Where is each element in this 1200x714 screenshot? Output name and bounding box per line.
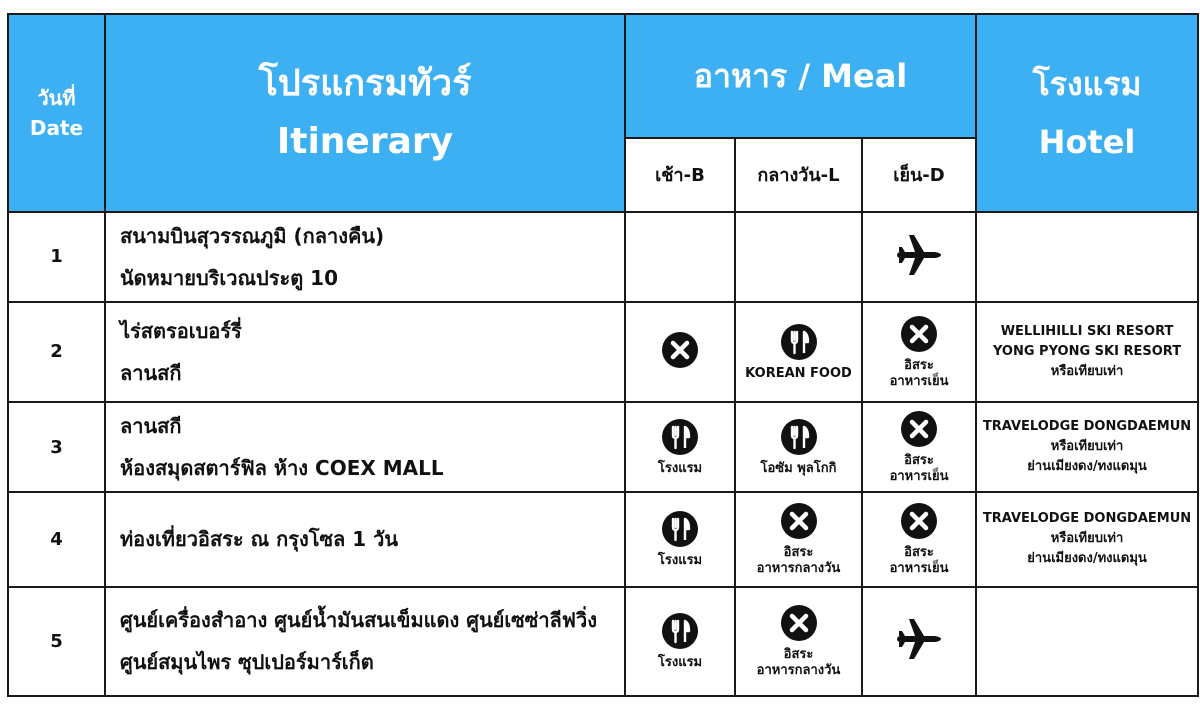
airplane-icon: [893, 229, 945, 281]
breakfast-cell: [625, 212, 735, 302]
itinerary-line: ห้องสมุดสตาร์ฟิล ห้าง COEX MALL: [120, 456, 444, 481]
itinerary-cell: [105, 402, 625, 492]
breakfast-cell: [625, 302, 735, 402]
day-number: 5: [8, 587, 105, 696]
hotel-line: หรือเทียบเท่า: [1050, 363, 1124, 379]
hotel-line: TRAVELODGE DONGDAEMUN: [982, 511, 1192, 527]
dinner-cell: [862, 302, 976, 402]
table-row: [8, 302, 1198, 402]
close-circle-icon: [779, 501, 819, 541]
hotel-line: ย่านเมียงดง/ทงแดมุน: [1027, 459, 1147, 475]
header-itinerary-th: โปรแกรมทัวร์: [258, 62, 472, 104]
breakfast-cell: [625, 402, 735, 492]
itinerary-line: สนามบินสุวรรณภูมิ (กลางคืน): [120, 223, 385, 248]
dinner-caption: อาหารเย็น: [889, 561, 949, 577]
day-number: 3: [8, 402, 105, 492]
hotel-line: หรือเทียบเท่า: [1050, 439, 1124, 455]
lunch-caption: อาหารกลางวัน: [756, 663, 841, 679]
header-dinner: เย็น-D: [862, 138, 976, 211]
table-row: [8, 492, 1198, 586]
header-itinerary-en: Itinerary: [276, 120, 454, 162]
day-number: 2: [8, 302, 105, 402]
lunch-caption: อิสระ: [783, 545, 814, 561]
hotel-cell: [976, 402, 1198, 492]
close-circle-icon: [660, 330, 700, 370]
breakfast-caption: โรงแรม: [657, 655, 703, 671]
itinerary-line: ลานสกี: [120, 360, 182, 385]
table-row: [8, 402, 1198, 492]
table-row: [8, 212, 1198, 302]
hotel-line: WELLIHILLI SKI RESORT: [1000, 323, 1174, 339]
header-breakfast: เช้า-B: [625, 138, 735, 211]
fork-knife-icon: [660, 417, 700, 457]
header-hotel-en: Hotel: [1038, 122, 1136, 161]
header-lunch: กลางวัน-L: [735, 138, 862, 211]
itinerary-line: ศูนย์เครื่องสำอาง ศูนย์น้ำมันสนเข็มแดง ศูนย์เซซ่าลีฟวิ่ง: [120, 608, 597, 633]
lunch-cell: [735, 212, 862, 302]
lunch-caption: อาหารกลางวัน: [756, 561, 841, 577]
hotel-line: ย่านเมียงดง/ทงแดมุน: [1027, 551, 1147, 567]
hotel-line: TRAVELODGE DONGDAEMUN: [982, 419, 1192, 435]
close-circle-icon: [899, 314, 939, 354]
header-hotel-th: โรงแรม: [1032, 64, 1142, 103]
hotel-cell: [976, 587, 1198, 696]
hotel-cell: [976, 302, 1198, 402]
itinerary-cell: [105, 492, 625, 586]
lunch-cell: [735, 492, 862, 586]
breakfast-caption: โรงแรม: [657, 553, 703, 569]
dinner-cell: [862, 212, 976, 302]
day-number: 4: [8, 492, 105, 586]
header-meal: อาหาร / Meal: [625, 14, 976, 138]
header-hotel: [976, 14, 1198, 212]
fork-knife-icon: [660, 509, 700, 549]
hotel-line: YONG PYONG SKI RESORT: [992, 343, 1182, 359]
fork-knife-icon: [779, 322, 819, 362]
dinner-cell: [862, 587, 976, 696]
header-date-th: วันที่: [37, 85, 76, 110]
itinerary-table: [7, 13, 1199, 697]
close-circle-icon: [899, 409, 939, 449]
lunch-cell: [735, 587, 862, 696]
hotel-cell: [976, 492, 1198, 586]
lunch-caption: อิสระ: [783, 647, 814, 663]
lunch-cell: [735, 402, 862, 492]
close-circle-icon: [779, 603, 819, 643]
itinerary-cell: [105, 587, 625, 696]
header-date-en: Date: [29, 115, 84, 140]
breakfast-cell: [625, 492, 735, 586]
dinner-cell: [862, 492, 976, 586]
header-itinerary: [105, 14, 625, 212]
itinerary-cell: [105, 302, 625, 402]
lunch-cell: [735, 302, 862, 402]
lunch-caption: โอซัม พุลโกกิ: [760, 461, 837, 477]
header-date: [8, 14, 105, 212]
dinner-caption: อิสระ: [904, 545, 934, 561]
day-number: 1: [8, 212, 105, 302]
hotel-line: หรือเทียบเท่า: [1050, 531, 1124, 547]
breakfast-caption: โรงแรม: [657, 461, 703, 477]
itinerary-line: ท่องเที่ยวอิสระ ณ กรุงโซล 1 วัน: [120, 527, 399, 552]
hotel-cell: [976, 212, 1198, 302]
dinner-cell: [862, 402, 976, 492]
itinerary-line: ศูนย์สมุนไพร ซุปเปอร์มาร์เก็ต: [120, 650, 374, 675]
close-circle-icon: [899, 501, 939, 541]
fork-knife-icon: [660, 611, 700, 651]
dinner-caption: อิสระ: [904, 357, 934, 373]
dinner-caption: อิสระ: [904, 453, 934, 469]
itinerary-line: นัดหมายบริเวณประตู 10: [120, 265, 338, 290]
dinner-caption: อาหารเย็น: [889, 469, 949, 485]
fork-knife-icon: [779, 417, 819, 457]
dinner-caption: อาหารเย็น: [889, 373, 949, 389]
itinerary-line: ลานสกี: [120, 414, 182, 439]
airplane-icon: [893, 613, 945, 665]
lunch-caption: KOREAN FOOD: [745, 365, 852, 381]
table-row: [8, 587, 1198, 696]
itinerary-line: ไร่สตรอเบอร์รี่: [120, 318, 242, 343]
breakfast-cell: [625, 587, 735, 696]
itinerary-cell: [105, 212, 625, 302]
